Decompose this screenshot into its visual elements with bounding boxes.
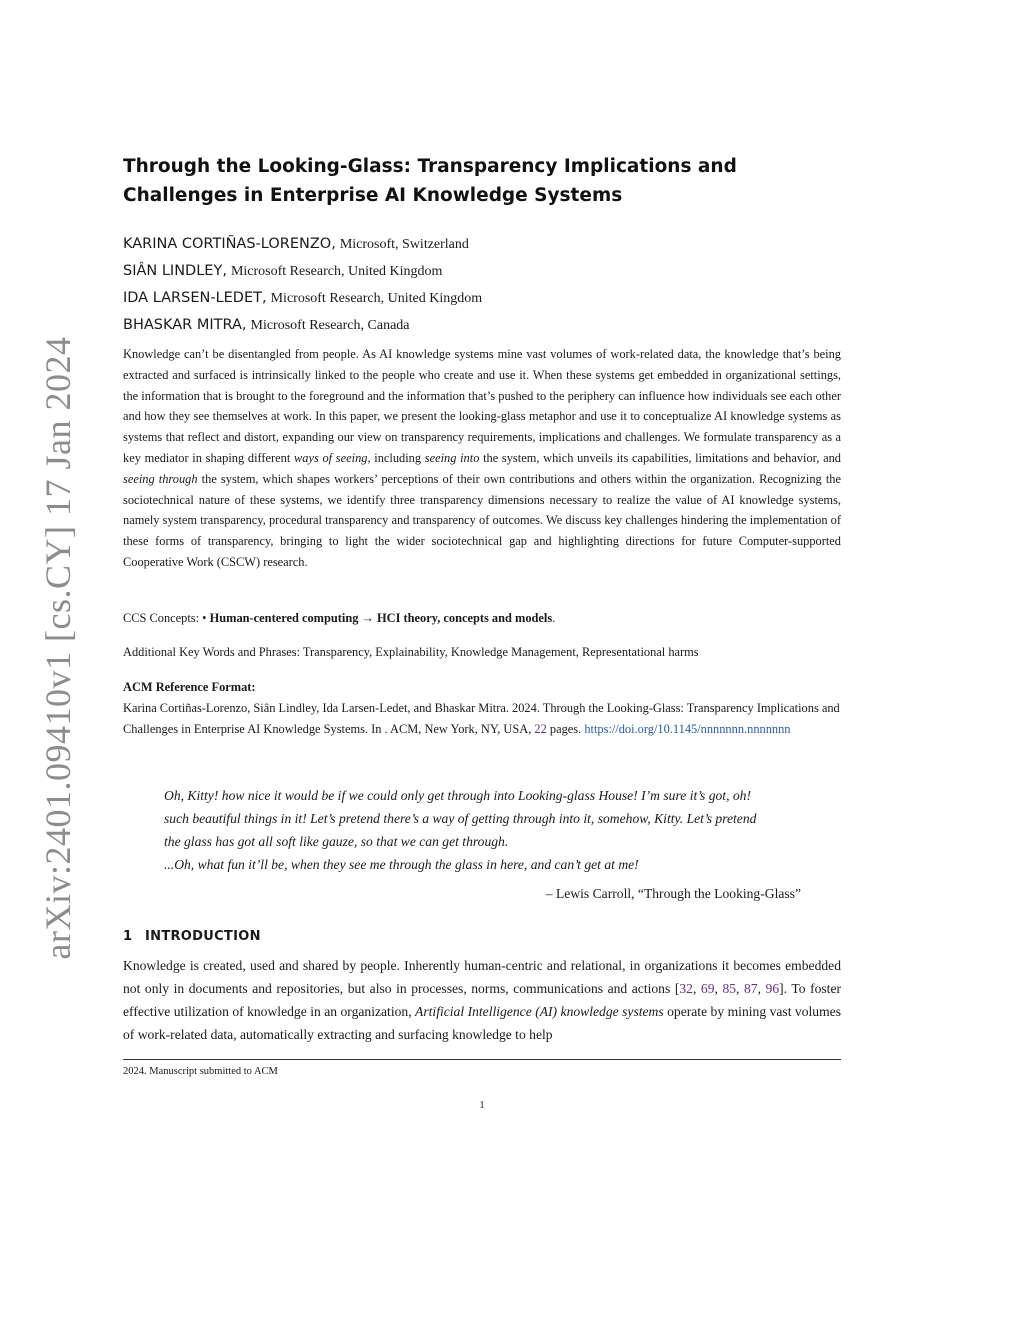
ccs-concept-list: Human-centered computing → HCI theory, concepts and models [209,611,553,625]
footnote-divider [123,1059,841,1060]
citation-link[interactable]: 96 [765,981,780,996]
footnote: 2024. Manuscript submitted to ACM [123,1066,278,1077]
abstract-text: the system, which shapes workers’ perceptions of their own contributions and others within the organization. Recognizing the sociotechnical nature of these systems, we identify three transparency dimensions necessary to realize the value of AI knowledge systems, namely system transparency, procedural transparency and transparency of outcomes. We discuss key challenges hindering the implementation of these forms of transparency, bringing to light the wider sociotechnical gap and highlighting directions for future Computer-supported Cooperative Work (CSCW) research. [123,471,841,569]
author-entry [123,284,841,311]
author-entry [123,230,841,257]
author-affiliation: Microsoft, Switzerland [339,237,469,252]
author-name: KARINA CORTIÑAS-LORENZO, [123,236,336,252]
ccs-end: . [552,611,556,625]
section-heading [123,926,841,948]
intro-emphasis: Artificial Intelligence (AI) knowledge systems [415,1004,664,1019]
acm-reference-body [123,701,840,736]
author-affiliation: Microsoft Research, United Kingdom [230,264,443,279]
author-name: BHASKAR MITRA, [123,317,247,333]
epigraph-line: such beautiful things in it! Let’s pretend there’s a way of getting through into it, somehow, Kitty. Let’s pretend [164,811,757,826]
author-entry [123,257,841,284]
epigraph-line: Oh, Kitty! how nice it would be if we could only get through into Looking-glass House! I’m sure it’s got, oh! [164,788,751,803]
intro-text: Knowledge is created, used and shared by people. Inherently human-centric and relational, in organizations it becomes embedded not only in documents and repositories, but also in processes, norms, communications and actions [ [123,958,841,996]
acm-reference-format [123,677,841,739]
abstract-text: Knowledge can’t be disentangled from people. As AI knowledge systems mine vast volumes of work-related data, the knowledge that’s being extracted and surfaced is intrinsically linked to the people who create and use it. When these systems get embedded in organizational settings, the information that is brought to the foreground and the information that’s pushed to the periphery can influence how individuals see each other and how they see themselves at work. In this paper, we present the looking-glass metaphor and use it to conceptualize AI knowledge systems as systems that reflect and distort, expanding our view on transparency requirements, implications and challenges. We formulate transparency as a key mediator in shaping different [123,347,841,465]
doi-link[interactable]: https://doi.org/10.1145/nnnnnnn.nnnnnnn [584,721,791,736]
acm-reference-heading: ACM Reference Format: [123,680,256,694]
acm-reference-suffix: pages. [546,721,585,736]
citation-link[interactable]: 85 [722,981,737,996]
author-entry [123,311,841,338]
abstract-emphasis: ways of seeing [294,450,368,465]
abstract-text: the system, which unveils its capabilities, limitations and behavior, and [479,450,841,465]
paper-title: Through the Looking-Glass: Transparency Implications and Challenges in Enterprise AI Knowledge Systems [123,156,737,206]
introduction-paragraph: Knowledge is created, used and shared by people. Inherently human-centric and relational, in organizations it becomes embedded not only in documents and repositories, but also in processes, norms, communications and actions [32, 69, 85, 87, 96]. To foster effective utilization of knowledge in an organization, Artificial Intelligence (AI) knowledge systems operate by mining vast volumes of work-related data, automatically extracting and surfacing knowledge to help [123,958,842,1042]
intro-text: operate by mining vast volumes of work-related data, automatically extracting and surfacing knowledge to help [123,1004,841,1042]
citation-link[interactable]: 87 [744,981,758,996]
epigraph [164,784,801,876]
ccs-concepts [123,608,841,628]
arxiv-identifier: arXiv:2401.09410v1 [cs.CY] 17 Jan 2024 [38,336,78,960]
epigraph-line: ...Oh, what fun it’ll be, when they see me through the glass in here, and can’t get at me! [164,857,639,872]
author-list [123,230,841,338]
page-count-link[interactable]: 22 [534,721,547,736]
abstract [123,344,841,573]
author-affiliation: Microsoft Research, Canada [250,318,410,333]
ccs-label: CCS Concepts: • [123,611,210,625]
section-number: 1 [123,929,133,944]
author-name: SIÂN LINDLEY, [123,263,227,279]
epigraph-attribution: – Lewis Carroll, “Through the Looking-Glass” [545,886,801,901]
abstract-emphasis: seeing into [424,450,480,465]
author-affiliation: Microsoft Research, United Kingdom [270,291,483,306]
citation-link[interactable]: 32 [679,981,693,996]
acm-reference-text: Karina Cortiñas-Lorenzo, Siân Lindley, Ida Larsen-Ledet, and Bhaskar Mitra. 2024. Through the Looking-Glass: Transparency Implications and Challenges in Enterprise AI Knowledge Systems. In . ACM, New York, NY, USA, [123,700,840,736]
citation-link[interactable]: 69 [700,981,715,996]
abstract-emphasis: seeing through [123,471,198,486]
keywords: Additional Key Words and Phrases: Transparency, Explainability, Knowledge Management, Representational harms [123,645,699,659]
section-title: INTRODUCTION [145,929,261,944]
abstract-text: , including [367,450,425,465]
intro-text: ]. To foster effective utilization of knowledge in an organization, [123,981,842,1019]
epigraph-line: the glass has got all soft like gauze, so that we can get through. [164,834,509,849]
author-name: IDA LARSEN-LEDET, [123,290,267,306]
page-number: 1 [479,1100,485,1111]
